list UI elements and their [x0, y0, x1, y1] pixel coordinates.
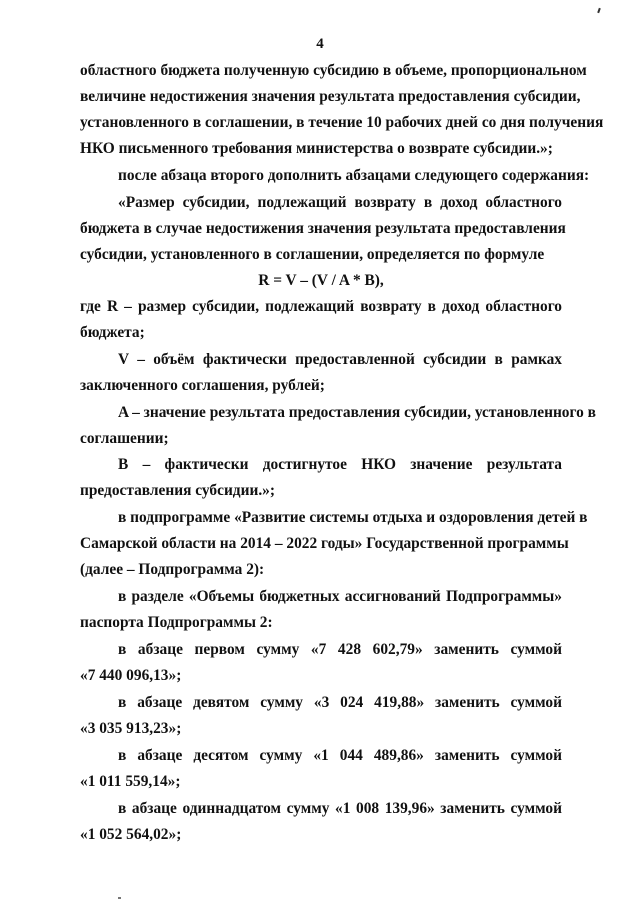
text-line: паспорта Подпрограммы 2:: [80, 614, 273, 631]
text-line: (далее – Подпрограмма 2):: [80, 561, 265, 578]
scan-mark-top: [597, 8, 601, 13]
text-line: в абзаце одиннадцатом сумму «1 008 139,96» заменить суммой: [118, 800, 562, 817]
text-line: субсидии, установленного в соглашении, определяется по формуле: [80, 246, 545, 263]
text-line: «3 035 913,23»;: [80, 720, 182, 737]
scan-mark-bottom: [118, 897, 121, 899]
text-line: предоставления субсидии.»;: [80, 482, 275, 499]
text-line: в абзаце первом сумму «7 428 602,79» заменить суммой: [118, 641, 562, 658]
text-line: установленного в соглашении, в течение 10 рабочих дней со дня получения: [80, 114, 604, 131]
text-line: в абзаце десятом сумму «1 044 489,86» заменить суммой: [118, 747, 562, 764]
text-line: после абзаца второго дополнить абзацами следующего содержания:: [118, 167, 590, 184]
text-line: в разделе «Объемы бюджетных ассигнований Подпрограммы»: [118, 588, 562, 605]
text-line: «7 440 096,13»;: [80, 667, 182, 684]
formula: R = V – (V / A * B),: [258, 272, 384, 289]
text-line: в абзаце девятом сумму «3 024 419,88» заменить суммой: [118, 694, 562, 711]
text-line: «Размер субсидии, подлежащий возврату в доход областного: [118, 194, 562, 211]
text-line: Самарской области на 2014 – 2022 годы» Государственной программы: [80, 535, 569, 552]
text-line: заключенного соглашения, рублей;: [80, 377, 325, 394]
text-line: соглашении;: [80, 430, 169, 447]
text-line: B – фактически достигнутое НКО значение результата: [118, 456, 562, 473]
page-number: 4: [316, 36, 324, 52]
text-line: областного бюджета полученную субсидию в объеме, пропорциональном: [80, 62, 587, 79]
text-line: A – значение результата предоставления субсидии, установленного в: [118, 404, 596, 421]
text-line: «1 052 564,02»;: [80, 826, 182, 843]
text-line: в подпрограмме «Развитие системы отдыха и оздоровления детей в: [118, 509, 588, 526]
text-line: V – объём фактически предоставленной субсидии в рамках: [118, 351, 562, 368]
text-line: «1 011 559,14»;: [80, 773, 181, 790]
text-line: величине недостижения значения результата предоставления субсидии,: [80, 88, 581, 105]
text-line: НКО письменного требования министерства о возврате субсидии.»;: [80, 140, 553, 157]
text-line: где R – размер субсидии, подлежащий возврату в доход областного: [80, 298, 562, 315]
text-line: бюджета в случае недостижения значения результата предоставления: [80, 220, 566, 237]
text-line: бюджета;: [80, 324, 145, 341]
